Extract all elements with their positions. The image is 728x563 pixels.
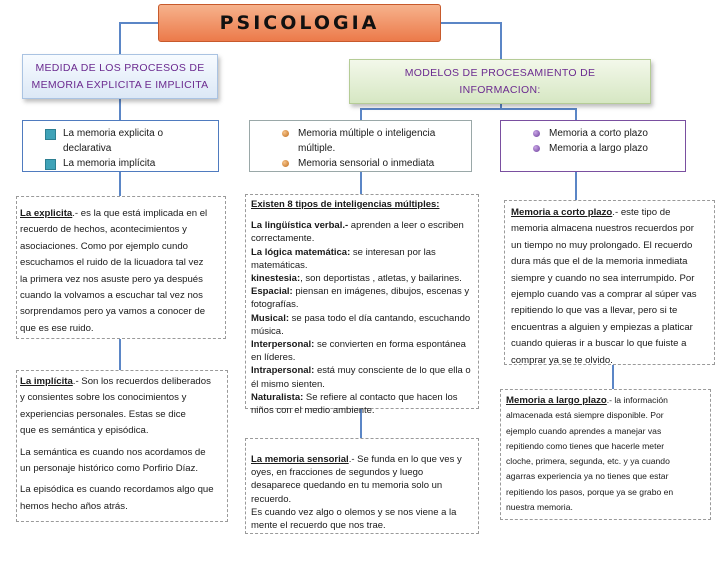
connector-left-list-explicita (119, 172, 121, 196)
connector-mid-list (360, 108, 362, 120)
connector-right-list-corto (575, 172, 577, 200)
connector-title-right (441, 22, 502, 24)
left-list-box (22, 120, 219, 172)
inteligencias-heading: Existen 8 tipos de inteligencias múltiples: (251, 199, 440, 210)
connector-mid-list-intel (360, 172, 362, 194)
right-header-line2: INFORMACION: (459, 84, 541, 96)
left-list-item: La memoria explicita o declarativa (45, 126, 218, 156)
mid-list-item: Memoria múltiple o inteligencia múltiple. (280, 126, 471, 156)
implicita-box: La implícita.- Son los recuerdos deliberados y consientes sobre los conocimientos y experiencias personales. Estas se dice que es semántica y episódica. La semántica es cuando nos acordamos de un personaje histórico como Porfirio Díaz. La episódica es cuando recordamos algo que hemos hecho años atrás. (16, 370, 228, 522)
connector-right-header-h (360, 108, 575, 110)
right-list-item: Memoria a corto plazo (531, 126, 685, 141)
right-header-line1: MODELOS DE PROCESAMIENTO DE (404, 67, 596, 79)
mid-list-box (249, 120, 472, 172)
mid-list-item: Memoria sensorial o inmediata (280, 156, 471, 171)
sensorial-term: La memoria sensorial (251, 454, 349, 465)
title-banner (158, 4, 441, 42)
connector-title-left (119, 22, 159, 24)
left-header-line1: MEDIDA DE LOS PROCESOS DE (35, 62, 205, 74)
corto-plazo-box: Memoria a corto plazo.- este tipo de memoria almacena nuestros recuerdos por un tiempo no muy prolongado. El recuerdo dura más que el de la memoria inmediata siempre y cuando no sea interrumpido. Por ejemplo cuando vas a comprar al súper vas repitiendo lo que vas a llevar, pero si te encuentras a alguien y empiezas a platicar cuando quieras ir a buscar lo que fuiste a comprar ya se te olvido. (504, 200, 715, 365)
left-list-item: La memoria implícita (45, 156, 218, 171)
explicita-term: La explicita (20, 208, 73, 219)
inteligencias-box: Existen 8 tipos de inteligencias múltiples: La lingüística verbal.- aprenden a leer o escriben correctamente. La lógica matemática: se interesan por las matemáticas. kinestesia:, son deportistas , atletas, y bailarines. Espacial: piensan en imágenes, dibujos, escenas y fotografías. Musical: se pasa todo el día cantando, escuchando música. Interpersonal: se convierten en forma espontánea en líderes. Intrapersonal: está muy consciente de lo que ella o él mismo sienten. Naturalista: Se refiere al contacto que hacen los niños con el medio ambiente. (245, 194, 479, 409)
sensorial-box: La memoria sensorial.- Se funda en lo que ves y oyes, en fracciones de segundos y luego desaparece quedando en tu memoria solo un recuerdo. Es cuando vez algo o olemos y se nos viene a la mente el recuerdo que nos trae. (245, 438, 479, 534)
largo-plazo-term: Memoria a largo plazo (506, 395, 607, 406)
implicita-term: La implícita (20, 376, 73, 387)
connector-right-list (575, 108, 577, 120)
connector-right-header-v (500, 104, 502, 110)
corto-plazo-term: Memoria a corto plazo (511, 207, 613, 218)
connector-title-left-v (119, 22, 121, 54)
left-header-line2: MEMORIA EXPLICITA E IMPLICITA (31, 79, 209, 91)
right-header-box (349, 59, 651, 104)
right-list-item: Memoria a largo plazo (531, 141, 685, 156)
largo-plazo-box: Memoria a largo plazo.- la información almacenada está siempre disponible. Por ejemplo cuando aprendes a manejar vas repitiendo como tienes que hacerle meter cloche, primera, segunda, etc. y ya cuando agarras experiencia ya no tienes que estar repitiendo los pasos, porque ya se grabo en nuestra memoria. (500, 389, 711, 520)
connector-explicita-implicita (119, 339, 121, 370)
explicita-box: La explicita.- es la que está implicada en el recuerdo de hechos, acontecimientos y asociaciones. Como por ejemplo cundo escuchamos el ruido de la licuadora tal vez la primera vez nos asuste pero ya después cuando la volvamos a escuchar tal vez nos sorprendamos pero ya vamos a conocer de que es ese ruido. (16, 196, 226, 339)
left-header-box (22, 54, 218, 99)
connector-left-header-list (119, 99, 121, 120)
title-text: PSICOLOGIA (219, 12, 380, 34)
connector-title-right-v (500, 22, 502, 59)
right-list-box (500, 120, 686, 172)
